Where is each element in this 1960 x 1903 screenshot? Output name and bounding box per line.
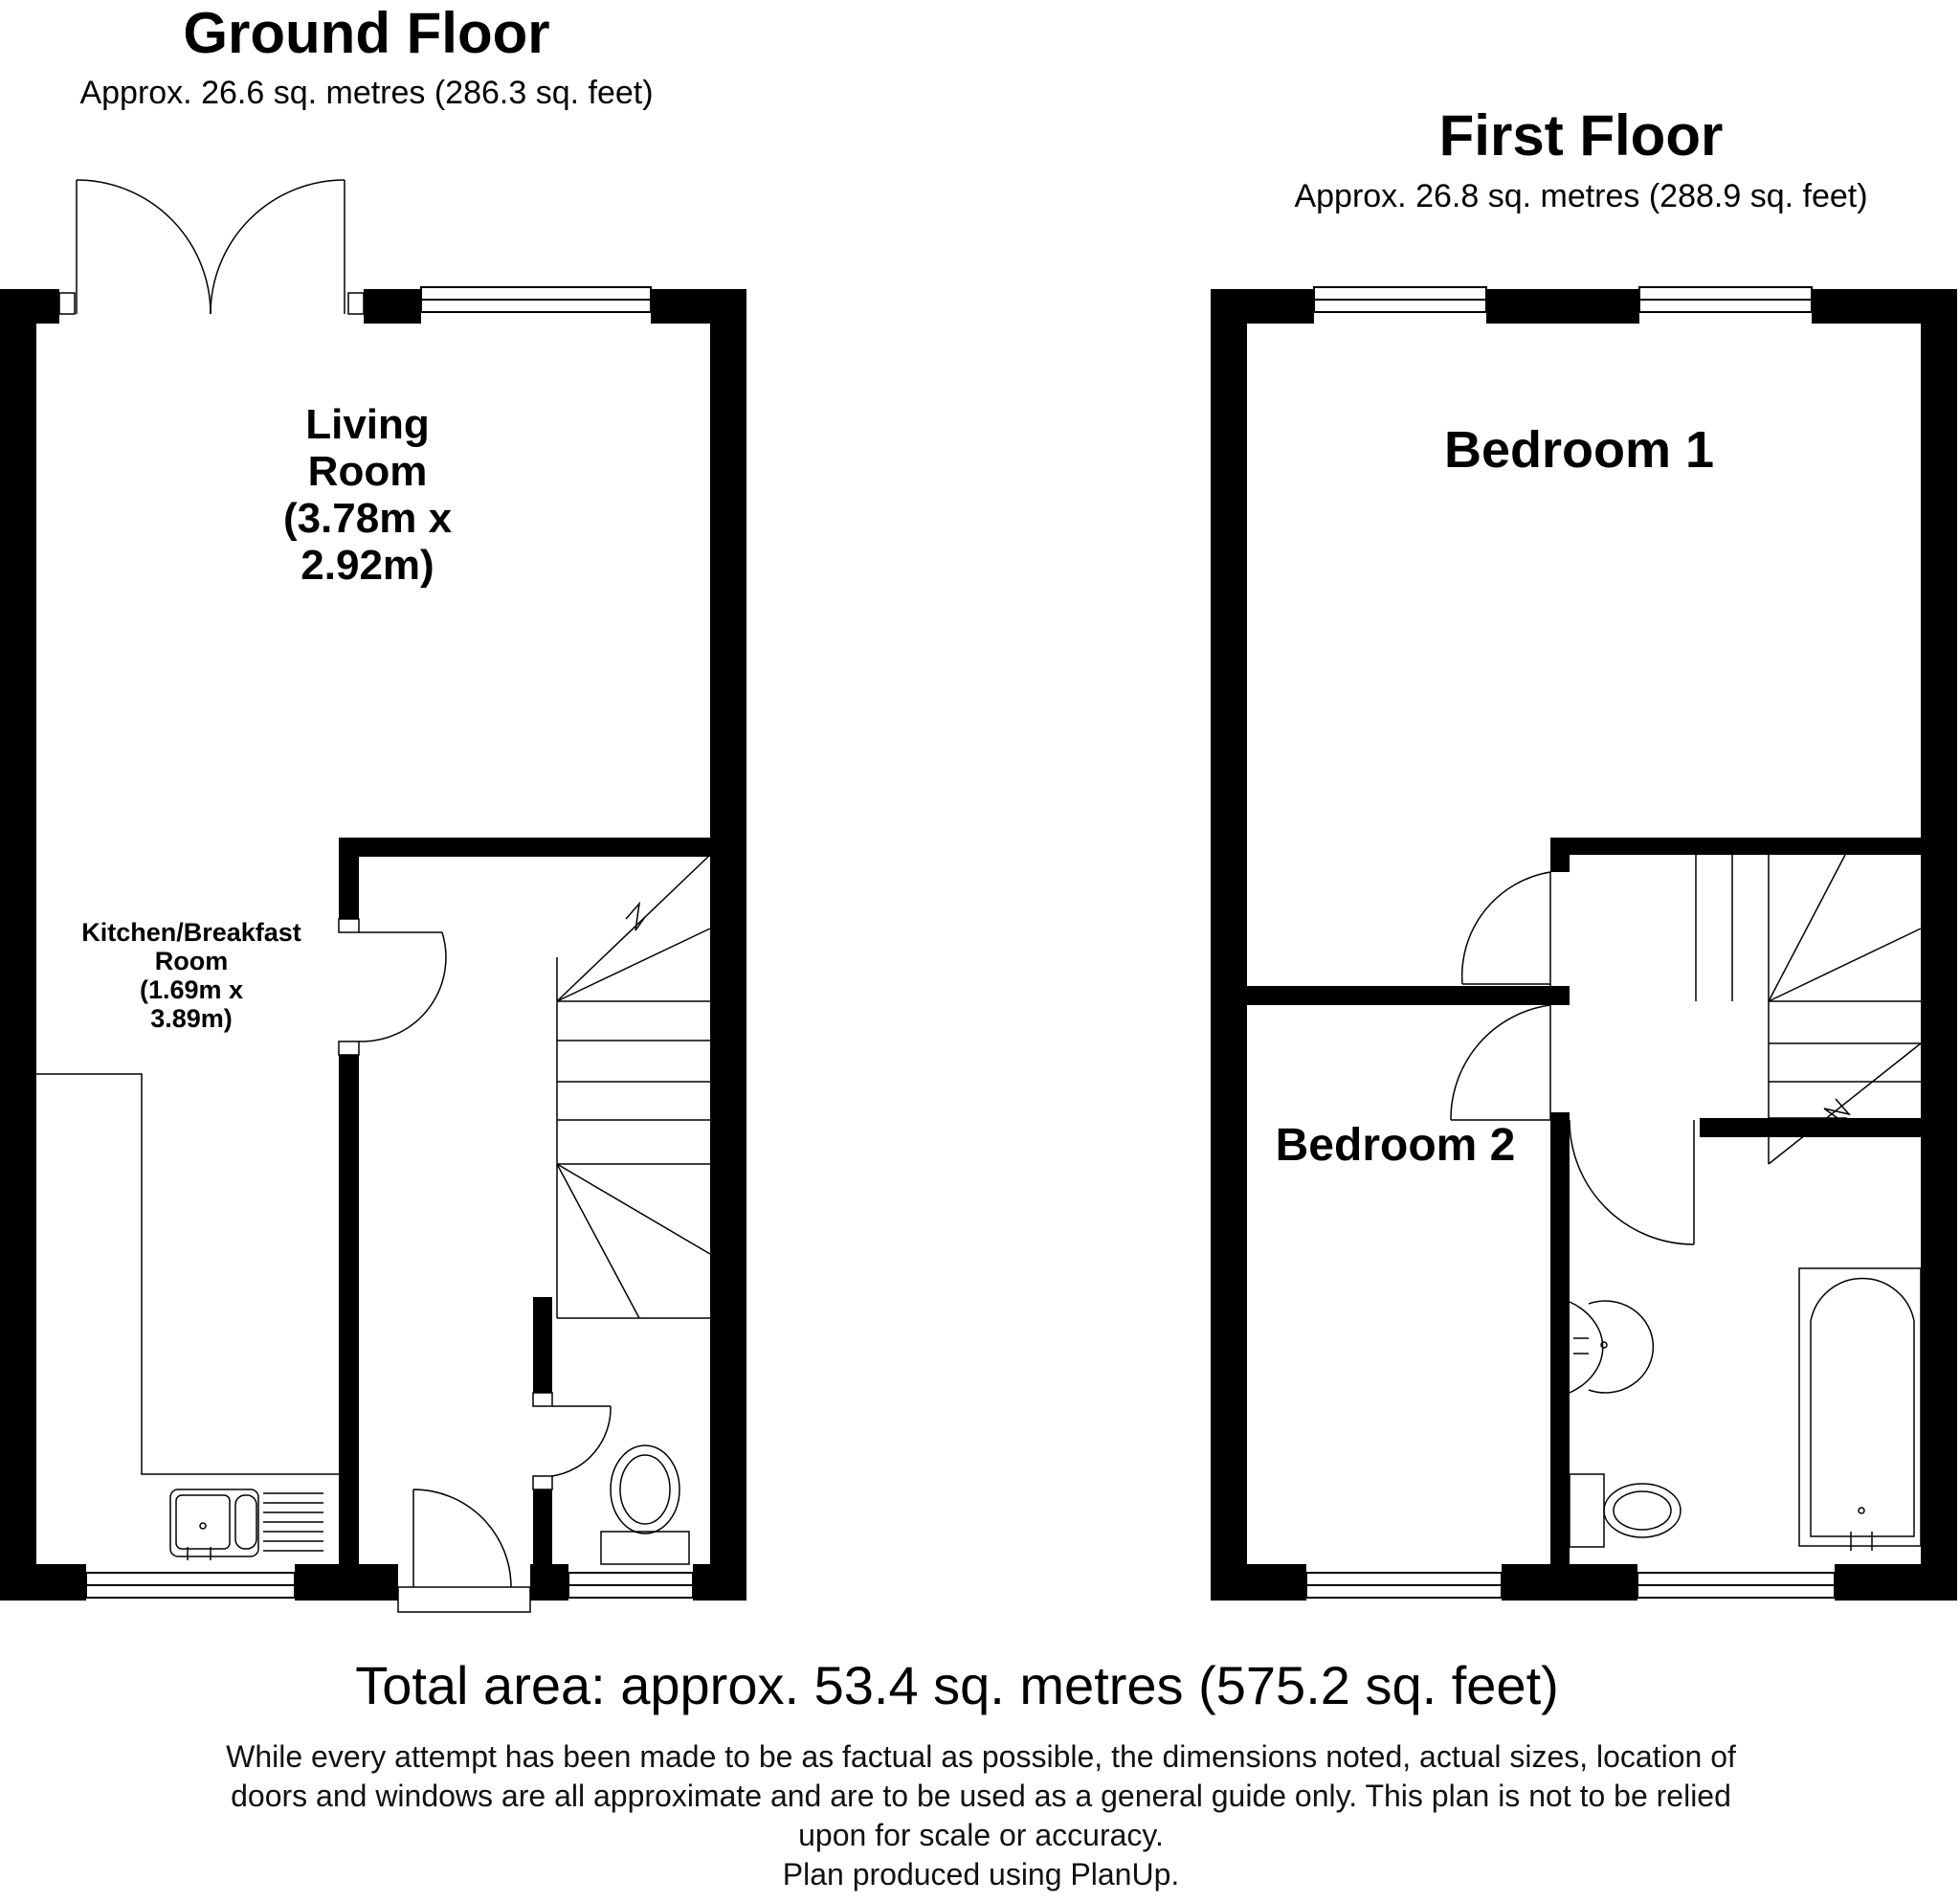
first-floor-walls (1211, 289, 1957, 1601)
living-room-dimensions: 2.92m) (301, 542, 434, 589)
bedroom-1-window-left (1314, 287, 1486, 312)
living-room-dimensions: (3.78m x (282, 495, 453, 542)
kitchen-door (339, 919, 446, 1055)
bedroom-2-door (1451, 1005, 1550, 1120)
kitchen-label: Kitchen/Breakfast (81, 918, 301, 947)
first-floor-title: First Floor (1438, 103, 1724, 168)
bath-icon (1799, 1268, 1921, 1551)
kitchen-dimensions: 3.89m) (150, 1004, 233, 1033)
disclaimer-line: doors and windows are all approximate and are to be used as a general guide only. This plan is not to be relied (231, 1779, 1731, 1813)
bathroom-window (1637, 1573, 1835, 1598)
first-floor-area: Approx. 26.8 sq. metres (288.9 sq. feet) (1294, 178, 1868, 214)
living-room-label: Room (307, 448, 428, 495)
wc-door (533, 1393, 611, 1489)
kitchen-sink (170, 1489, 323, 1560)
bathroom-door (1570, 1120, 1694, 1244)
bedroom-1-door (1462, 872, 1550, 986)
disclaimer (134, 1737, 1828, 1894)
french-doors (59, 180, 364, 314)
kitchen-worktop (36, 1074, 339, 1474)
kitchen-dimensions: (1.69m x (139, 975, 244, 1004)
wc-window (568, 1573, 693, 1598)
living-room-label: Living (305, 401, 430, 448)
disclaimer-line: Plan produced using PlanUp. (782, 1857, 1180, 1892)
toilet-icon (1570, 1474, 1681, 1547)
ground-floor-title: Ground Floor (183, 1, 550, 65)
bedroom-1-label: Bedroom 1 (1443, 421, 1715, 479)
bedroom-1-window-right (1639, 287, 1812, 312)
living-room-window (421, 287, 651, 312)
toilet-icon (601, 1445, 689, 1564)
ground-floor-area: Approx. 26.6 sq. metres (286.3 sq. feet) (79, 75, 654, 111)
first-floor-plan (1211, 287, 1957, 1601)
ground-floor-plan (0, 180, 746, 1612)
bedroom-2-label: Bedroom 2 (1275, 1120, 1516, 1171)
disclaimer-line: upon for scale or accuracy. (798, 1818, 1164, 1852)
basin-icon (1570, 1301, 1653, 1393)
disclaimer-line: While every attempt has been made to be as factual as possible, the dimensions noted, actual sizes, location of (226, 1739, 1736, 1774)
total-area: Total area: approx. 53.4 sq. metres (575.2 sq. feet) (355, 1655, 1559, 1715)
kitchen-window (86, 1573, 295, 1598)
ground-floor-staircase (557, 855, 710, 1318)
first-floor-staircase (1696, 855, 1921, 1164)
bedroom-2-window (1306, 1573, 1502, 1598)
kitchen-label: Room (154, 947, 229, 975)
front-door (398, 1489, 530, 1612)
